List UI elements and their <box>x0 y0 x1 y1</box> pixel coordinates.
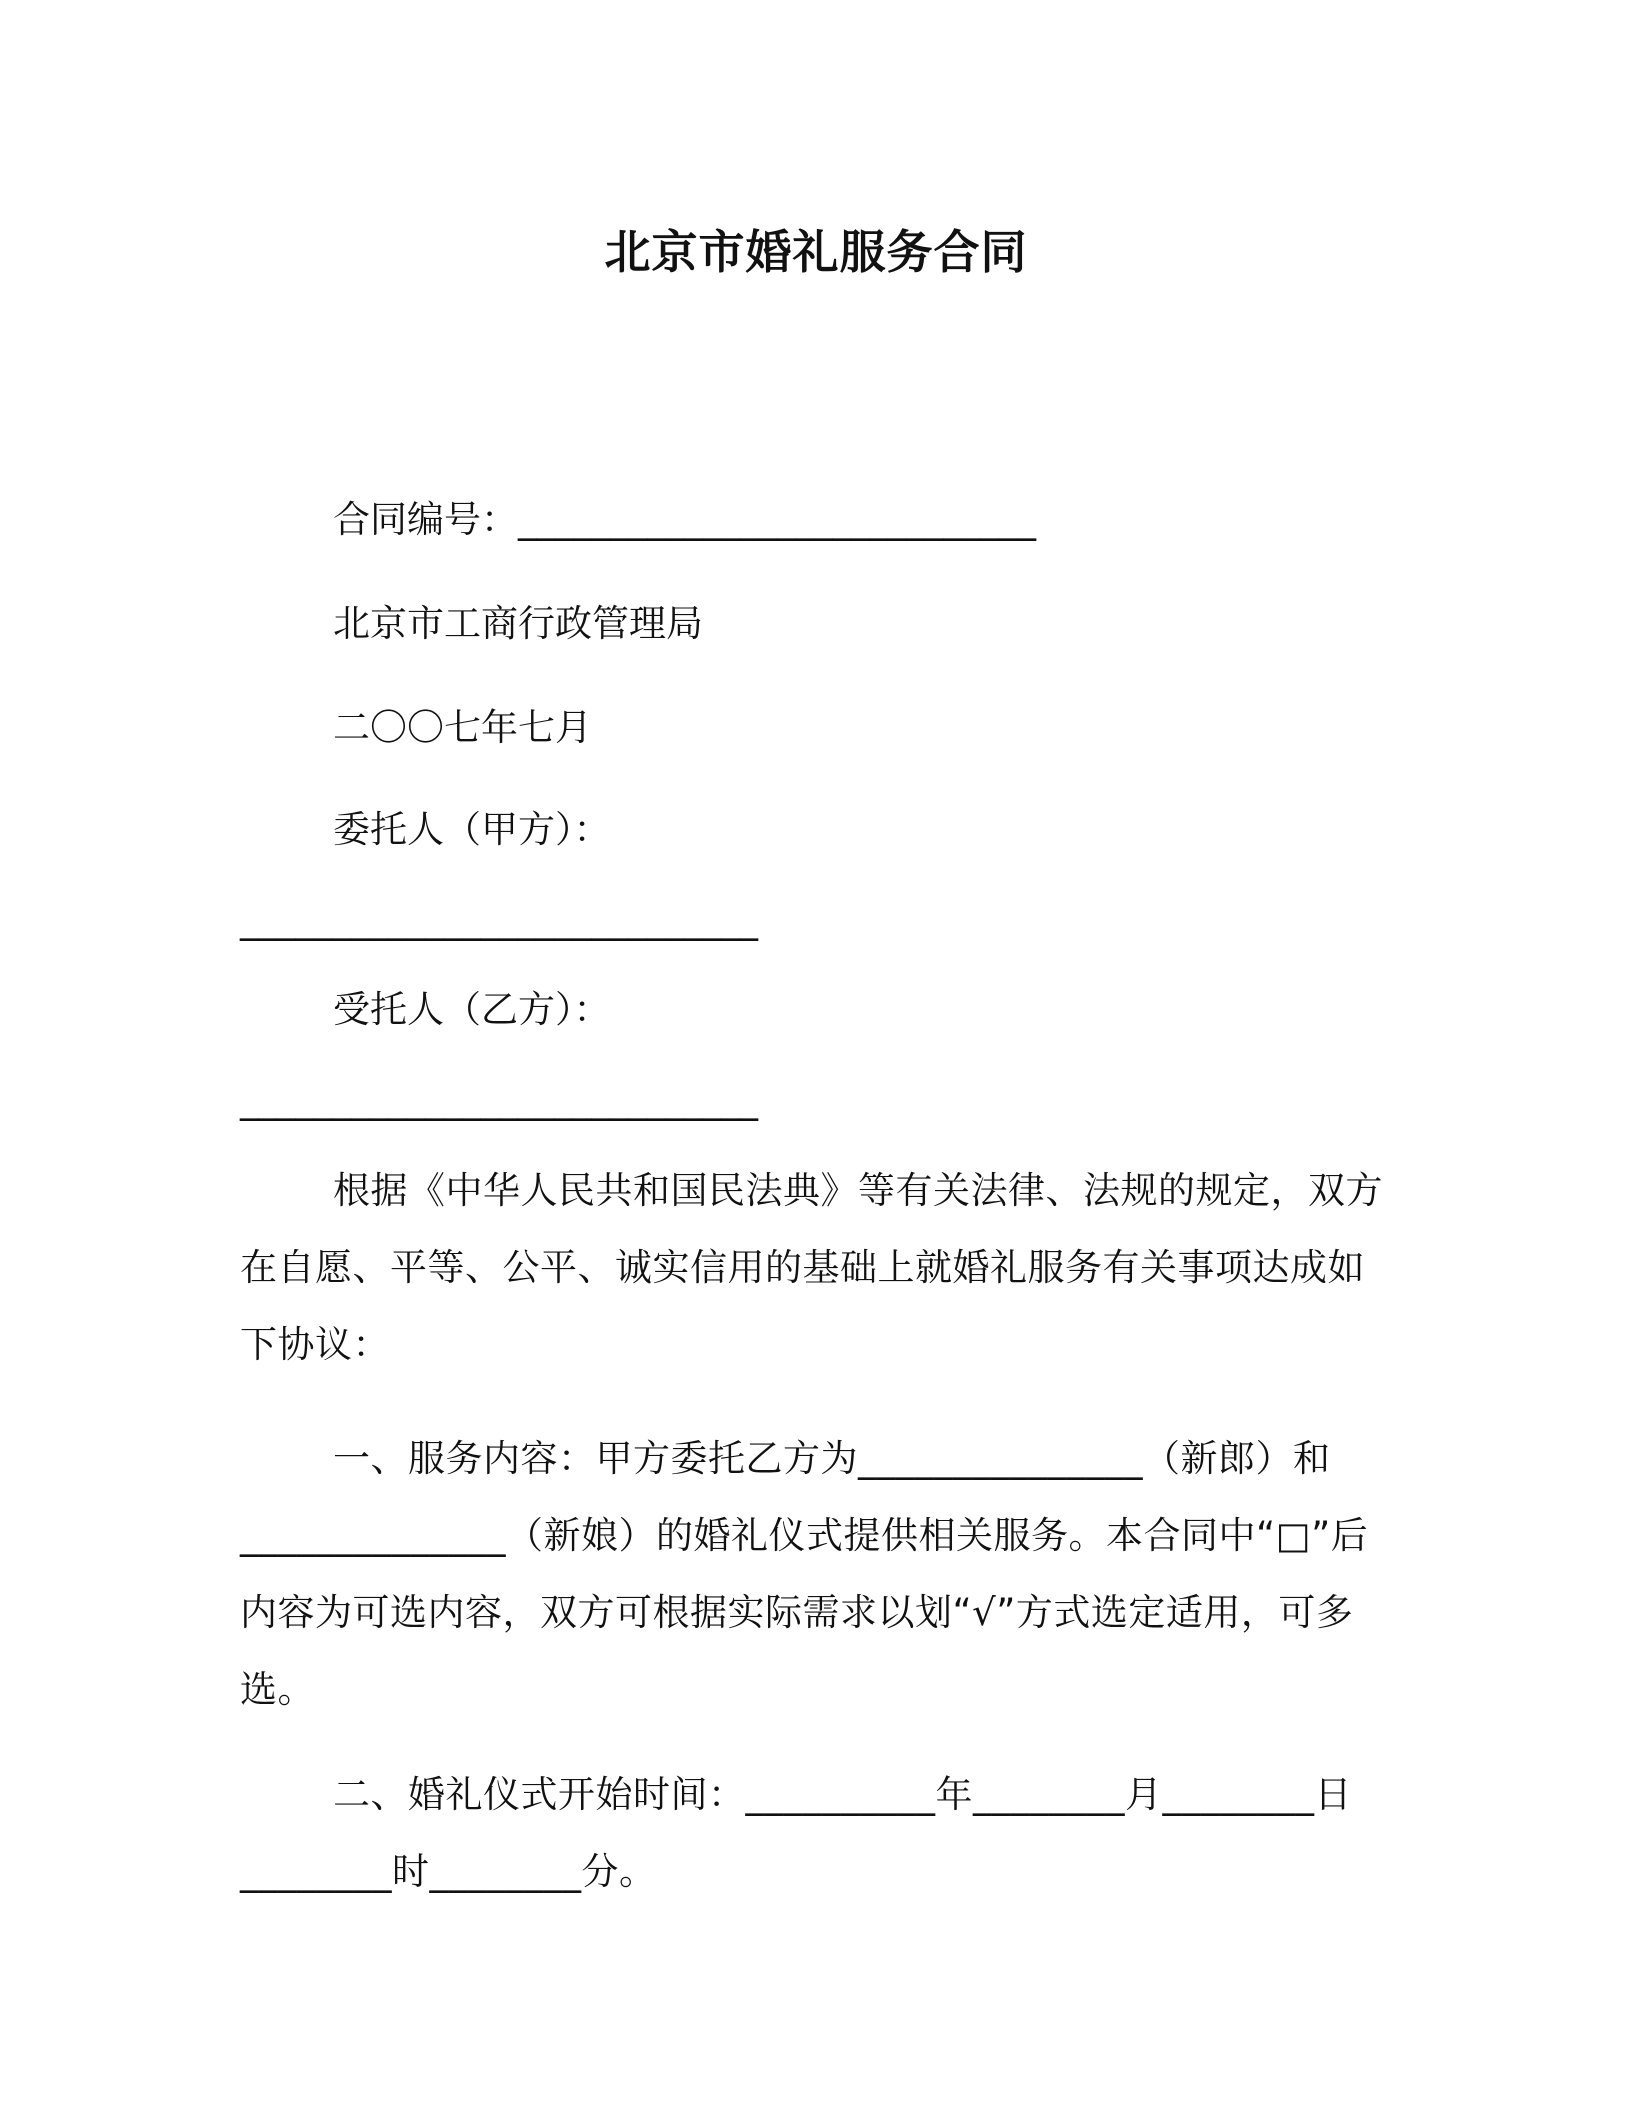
party-b-blank: ____________________________ <box>240 1078 758 1121</box>
party-a-blank: ____________________________ <box>240 898 758 941</box>
party-b-label: 受托人（乙方）： <box>333 988 611 1031</box>
contract-number-line <box>333 494 1036 546</box>
party-a-label: 委托人（甲方）： <box>333 808 611 851</box>
document-title: 北京市婚礼服务合同 <box>604 225 1028 279</box>
clause-2-paragraph: 二、婚礼仪式开始时间：__________年________月________日________时________分。 <box>240 1773 1352 1893</box>
issuer-line: 北京市工商行政管理局 <box>333 602 703 645</box>
date-line: 二〇〇七年七月 <box>333 706 592 749</box>
contract-number-blank: ____________________________ <box>518 498 1036 541</box>
contract-number-label: 合同编号： <box>333 498 518 541</box>
clause-1-paragraph: 一、服务内容：甲方委托乙方为_______________（新郎）和______________（新娘）的婚礼仪式提供相关服务。本合同中“□”后内容为可选内容，双方可根据实际需求以划“√”方式选定适用，可多选。 <box>240 1437 1369 1711</box>
preamble-paragraph: 根据《中华人民共和国民法典》等有关法律、法规的规定，双方在自愿、平等、公平、诚实信用的基础上就婚礼服务有关事项达成如下协议： <box>240 1169 1383 1366</box>
